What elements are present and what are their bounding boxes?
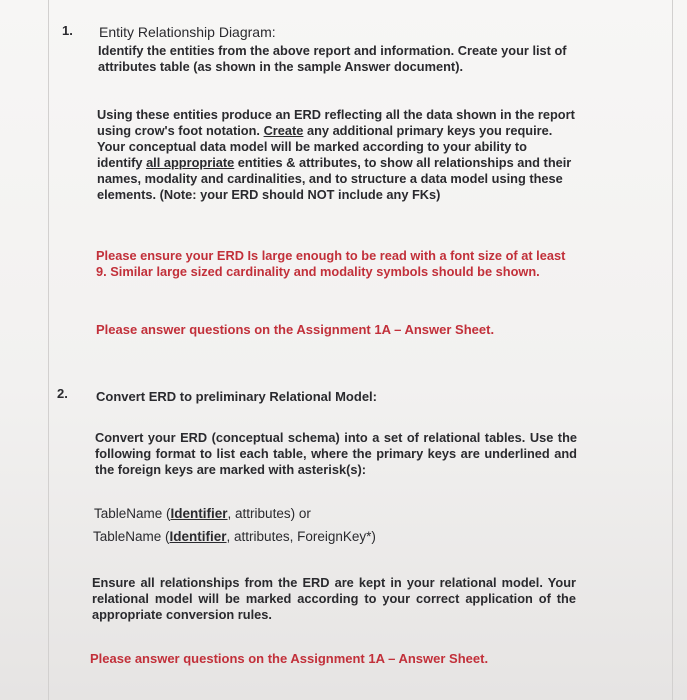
question-1-erd-instructions: Using these entities produce an ERD reflecting all the data shown in the report using crow's foot notation. Create any additional primary keys you require. Your conceptual data model will be marked according to your ability to identify all appropriate entities & attributes, to show all relationships and their names, modality and cardinalities, and to structure a data model using these elements. (Note: your ERD should NOT include any FKs) <box>97 107 575 202</box>
right-margin-line <box>672 0 673 700</box>
question-1-intro: Identify the entities from the above report and information. Create your list of attributes table (as shown in the sample Answer document). <box>98 43 567 74</box>
identifier-underlined: Identifier <box>170 506 228 521</box>
question-2-number: 2. <box>57 386 68 401</box>
question-2-intro: Convert your ERD (conceptual schema) into a set of relational tables. Use the following format to list each table, where the primary keys are underlined and the foreign keys are marked with asterisk(s): <box>95 430 577 477</box>
question-2-title: Convert ERD to preliminary Relational Model: <box>96 389 377 404</box>
question-2-answer-note: Please answer questions on the Assignment 1A – Answer Sheet. <box>90 651 489 666</box>
question-1-number: 1. <box>62 23 73 38</box>
format-line-1: TableName (Identifier, attributes) or <box>94 506 311 521</box>
format-line-2: TableName (Identifier, attributes, ForeignKey*) <box>93 529 376 544</box>
left-margin-line <box>48 0 49 700</box>
all-appropriate-underlined: all appropriate <box>146 155 235 170</box>
question-2-relationships-note: Ensure all relationships from the ERD are kept in your relational model. Your relational model will be marked according to your correct application of the appropriate conversion rules. <box>92 575 576 622</box>
question-1-title: Entity Relationship Diagram: <box>99 24 276 40</box>
identifier-underlined: Identifier <box>169 529 227 544</box>
question-1-answer-note: Please answer questions on the Assignment 1A – Answer Sheet. <box>96 322 495 337</box>
create-underlined: Create <box>263 123 304 138</box>
question-1-size-note: Please ensure your ERD Is large enough to be read with a font size of at least 9. Similar large sized cardinality and modality symbols should be shown. <box>96 248 566 279</box>
